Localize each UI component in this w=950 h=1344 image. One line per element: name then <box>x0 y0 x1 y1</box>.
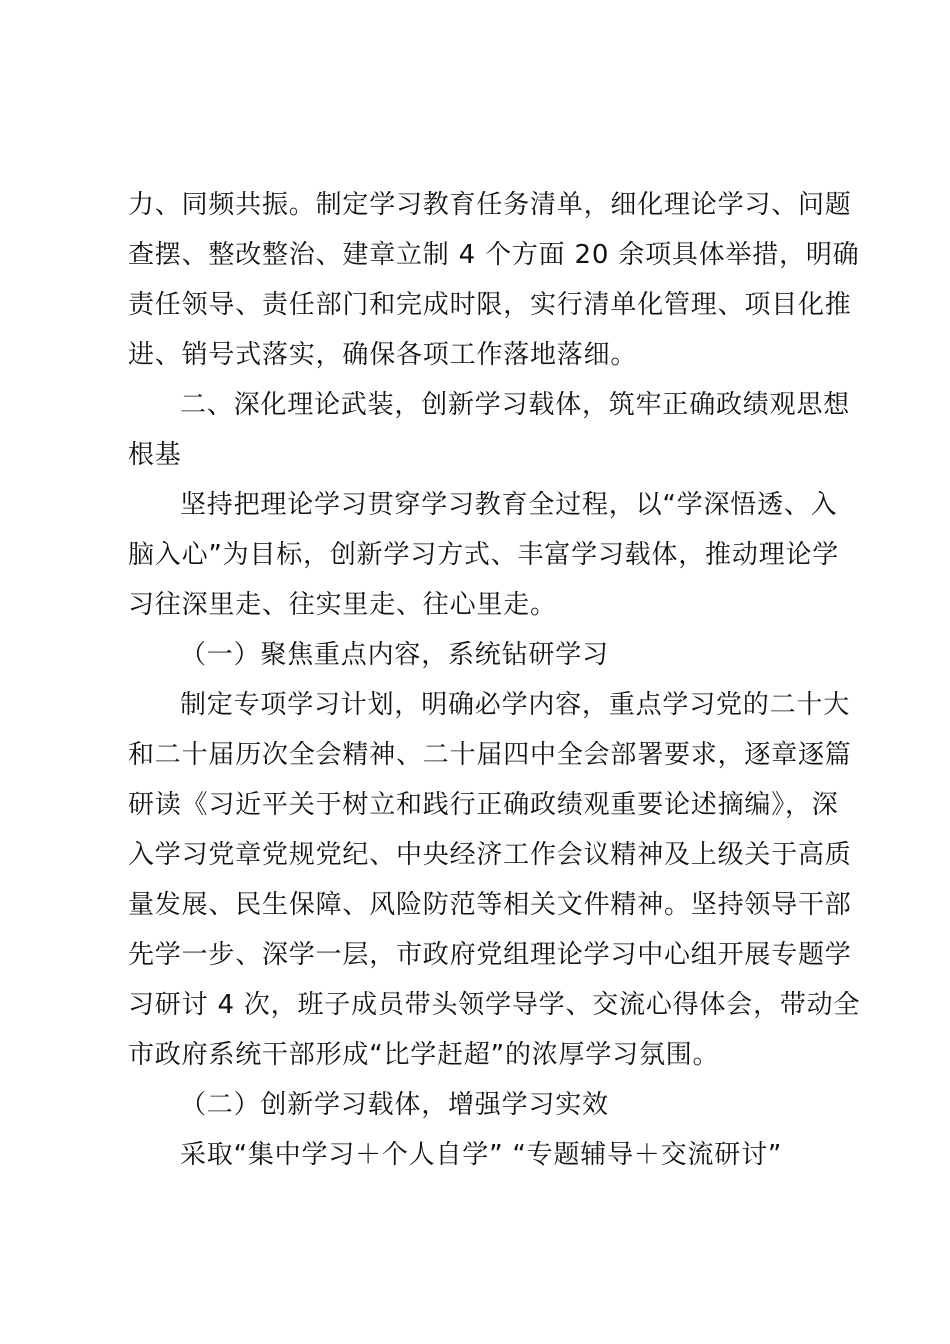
paragraph-line: 坚持把理论学习贯穿学习教育全过程，以“学深悟透、入 <box>180 490 838 520</box>
paragraph-line: 查摆、整改整治、建章立制 4 个方面 20 余项具体举措，明确 <box>128 240 860 270</box>
paragraph-line: 责任领导、责任部门和完成时限，实行清单化管理、项目化推 <box>128 290 852 320</box>
paragraph-line: 脑入心”为目标，创新学习方式、丰富学习载体，推动理论学 <box>128 540 840 570</box>
subsection-heading: （一）聚焦重点内容，系统钻研学习 <box>180 640 609 670</box>
paragraph-line: 习往深里走、往实里走、往心里走。 <box>128 590 557 620</box>
paragraph-line: 习研讨 4 次，班子成员带头领学导学、交流心得体会，带动全 <box>128 990 861 1020</box>
paragraph-line: 研读《习近平关于树立和践行正确政绩观重要论述摘编》，深 <box>128 790 839 820</box>
paragraph-line: 力、同频共振。制定学习教育任务清单，细化理论学习、问题 <box>128 190 852 220</box>
paragraph-line: 进、销号式落实，确保各项工作落地落细。 <box>128 340 638 370</box>
subsection-heading: （二）创新学习载体，增强学习实效 <box>180 1090 609 1120</box>
paragraph-line: 和二十届历次全会精神、二十届四中全会部署要求，逐章逐篇 <box>128 740 852 770</box>
paragraph-line: 市政府系统干部形成“比学赶超”的浓厚学习氛围。 <box>128 1040 720 1070</box>
paragraph-line: 先学一步、深学一层，市政府党组理论学习中心组开展专题学 <box>128 940 852 970</box>
paragraph-line: 采取“集中学习＋个人自学” “专题辅导＋交流研讨” <box>180 1140 783 1170</box>
document-page <box>128 180 861 1180</box>
paragraph-line: 入学习党章党规党纪、中央经济工作会议精神及上级关于高质 <box>128 840 852 870</box>
paragraph-line: 制定专项学习计划，明确必学内容，重点学习党的二十大 <box>180 690 851 720</box>
paragraph-line: 量发展、民生保障、风险防范等相关文件精神。坚持领导干部 <box>128 890 852 920</box>
section-heading: 二、深化理论武装，创新学习载体，筑牢正确政绩观思想 <box>180 390 851 420</box>
section-heading-continuation: 根基 <box>128 440 182 470</box>
